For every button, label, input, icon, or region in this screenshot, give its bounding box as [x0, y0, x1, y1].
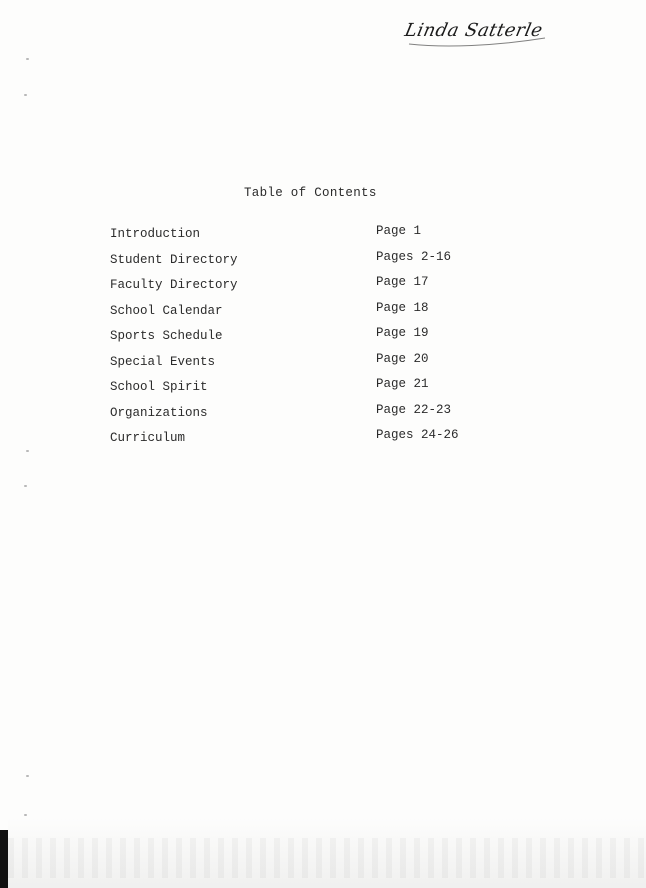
scan-edge-mark	[0, 830, 8, 888]
toc-page-number: Page 21	[376, 377, 429, 391]
toc-section-label: School Calendar	[110, 303, 223, 318]
toc-section-label: Curriculum	[110, 431, 186, 445]
scan-speck	[26, 775, 29, 777]
toc-page-number: Pages 2-16	[376, 249, 452, 264]
toc-page-number: Page 20	[376, 351, 429, 366]
toc-row	[110, 326, 530, 352]
toc-row	[110, 224, 530, 250]
scan-speck	[24, 485, 27, 487]
toc-page-number: Page 17	[376, 275, 429, 289]
toc-page-number: Pages 24-26	[376, 428, 459, 442]
scan-bottom-shadow	[8, 818, 646, 888]
toc-row	[110, 403, 530, 429]
scan-speck	[24, 814, 27, 816]
toc-page-number: Page 22-23	[376, 402, 452, 417]
scan-speck	[24, 94, 27, 96]
toc-row	[110, 250, 530, 276]
toc-page-number: Page 18	[376, 300, 429, 315]
toc-section-label: Sports Schedule	[110, 329, 223, 343]
toc-section-label: School Spirit	[110, 380, 208, 394]
toc-section-label: Student Directory	[110, 252, 238, 267]
toc-row	[110, 377, 530, 403]
table-of-contents	[110, 224, 530, 454]
toc-section-label: Special Events	[110, 354, 216, 369]
toc-page-number: Page 19	[376, 326, 429, 340]
toc-row	[110, 428, 530, 454]
toc-row	[110, 301, 530, 327]
signature-text: Linda Satterle	[402, 20, 545, 41]
scan-speck	[26, 450, 29, 452]
toc-row	[110, 352, 530, 378]
toc-section-label: Introduction	[110, 227, 201, 241]
toc-section-label: Organizations	[110, 405, 208, 420]
toc-section-label: Faculty Directory	[110, 278, 238, 292]
page-title: Table of Contents	[244, 186, 377, 200]
toc-page-number: Page 1	[376, 224, 422, 238]
handwritten-signature	[402, 14, 555, 54]
toc-row	[110, 275, 530, 301]
scan-speck	[26, 58, 29, 60]
